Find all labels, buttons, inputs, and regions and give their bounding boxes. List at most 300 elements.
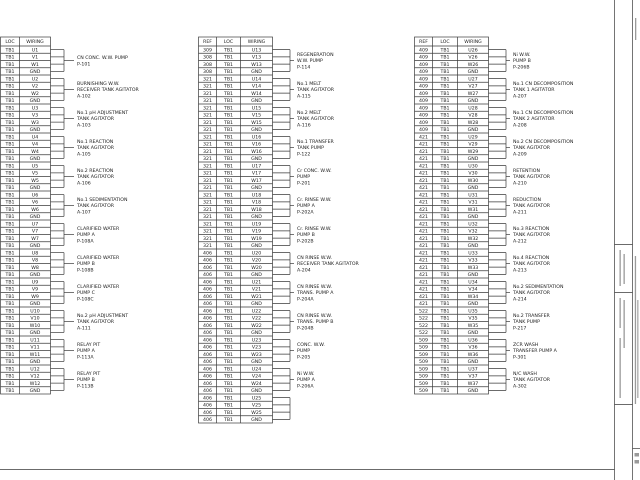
- terminal-cell-ref: 321: [203, 207, 212, 213]
- terminal-cell-wiring: GND: [467, 186, 479, 192]
- terminal-cell-wiring: V20: [251, 258, 262, 264]
- equipment-label-line: No.2 REACTION: [77, 168, 114, 174]
- equipment-label-line: TANK AGITATOR: [297, 88, 335, 94]
- terminal-cell-wiring: GND: [251, 360, 262, 366]
- equipment-label-line: TANK AGITATOR: [513, 233, 551, 239]
- column-header-wiring: WIRING: [26, 40, 44, 46]
- terminal-cell-wiring: V36: [468, 345, 478, 351]
- terminal-cell-ref: 509: [419, 352, 428, 358]
- terminal-cell-wiring: U3: [31, 106, 39, 112]
- terminal-cell-wiring: GND: [467, 244, 479, 250]
- equipment-label-line: PUMP: [297, 349, 311, 355]
- terminal-cell-wiring: GND: [251, 302, 262, 308]
- terminal-cell-wiring: W6: [31, 207, 39, 213]
- terminal-cell-ref: 421: [419, 287, 428, 293]
- terminal-cell-ref: 321: [203, 215, 212, 221]
- terminal-cell-loc: TB1: [5, 62, 15, 68]
- terminal-cell-ref: 409: [419, 62, 428, 68]
- terminal-cell-wiring: U1: [31, 48, 39, 54]
- terminal-cell-wiring: GND: [251, 99, 262, 105]
- terminal-cell-ref: 321: [203, 149, 212, 155]
- terminal-cell-loc: TB1: [223, 193, 234, 199]
- terminal-cell-ref: 409: [419, 106, 428, 112]
- terminal-cell-loc: TB1: [440, 157, 450, 163]
- equipment-group: [415, 75, 574, 104]
- terminal-cell-wiring: V18: [251, 200, 262, 206]
- terminal-cell-wiring: GND: [29, 70, 41, 76]
- terminal-cell-wiring: V21: [251, 287, 262, 293]
- equipment-label-line: A-111: [77, 326, 91, 332]
- terminal-cell-ref: 321: [203, 222, 212, 228]
- equipment-label-line: A-214: [513, 297, 527, 303]
- terminal-cell-wiring: GND: [251, 331, 262, 337]
- terminal-cell-loc: TB1: [5, 149, 15, 155]
- equipment-label-line: REDUCTION: [513, 197, 541, 203]
- equipment-label-line: No.1 CN DECOMPOSITION: [513, 110, 574, 116]
- terminal-cell-wiring: GND: [251, 157, 262, 163]
- equipment-label-line: A-212: [513, 239, 527, 245]
- terminal-cell-wiring: V6: [31, 200, 39, 206]
- terminal-cell-wiring: GND: [251, 128, 262, 134]
- equipment-label-line: CN RINSE W.W.: [297, 313, 333, 319]
- equipment-label-line: A-208: [513, 123, 527, 129]
- equipment-label-line: TANK AGITATOR: [513, 378, 551, 384]
- terminal-cell-wiring: U34: [468, 280, 478, 286]
- terminal-cell-loc: TB1: [223, 200, 234, 206]
- terminal-cell-ref: 321: [203, 178, 212, 184]
- terminal-cell-loc: TB1: [223, 251, 234, 257]
- equipment-group: [199, 47, 335, 75]
- terminal-cell-loc: TB1: [5, 287, 15, 293]
- terminal-cell-wiring: W16: [251, 149, 262, 155]
- terminal-cell-loc: TB1: [223, 323, 234, 329]
- terminal-cell-wiring: V30: [468, 171, 478, 177]
- terminal-cell-ref: 406: [203, 381, 212, 387]
- terminal-cell-loc: TB1: [5, 142, 15, 148]
- terminal-cell-ref: 421: [419, 142, 428, 148]
- terminal-cell-loc: TB1: [440, 149, 450, 155]
- terminal-cell-loc: TB1: [5, 164, 15, 170]
- terminal-cell-wiring: V37: [468, 374, 478, 380]
- terminal-cell-ref: 509: [419, 360, 428, 366]
- terminal-cell-loc: TB1: [223, 128, 234, 134]
- terminal-cell-wiring: GND: [251, 418, 262, 424]
- terminal-cell-wiring: V26: [468, 55, 478, 61]
- terminal-cell-loc: TB1: [223, 331, 234, 337]
- terminal-cell-wiring: U9: [31, 280, 39, 286]
- terminal-cell-ref: 409: [419, 84, 428, 90]
- equipment-label-line: No.2 SEDIMENTATION: [513, 284, 564, 290]
- equipment-label-line: P-122: [297, 152, 311, 158]
- terminal-cell-ref: 406: [203, 316, 212, 322]
- terminal-cell-wiring: W12: [29, 381, 41, 387]
- equipment-label-line: TRANS. PUMP B: [297, 320, 334, 326]
- terminal-cell-ref: 421: [419, 258, 428, 264]
- terminal-cell-ref: 321: [203, 77, 212, 83]
- terminal-cell-ref: 509: [419, 345, 428, 351]
- terminal-cell-wiring: W9: [31, 294, 39, 300]
- equipment-label-line: P-108C: [77, 297, 94, 303]
- terminal-cell-ref: 421: [419, 265, 428, 271]
- equipment-group: [415, 278, 564, 307]
- terminal-cell-ref: 406: [203, 287, 212, 293]
- terminal-cell-wiring: W13: [251, 62, 262, 68]
- equipment-label-line: TANK AGITATOR: [513, 262, 551, 268]
- terminal-cell-ref: 522: [419, 316, 428, 322]
- equipment-label-line: RELAY PIT: [77, 371, 101, 377]
- equipment-label-line: CN CONC. W.W. PUMP: [77, 56, 128, 62]
- terminal-cell-ref: 309: [203, 48, 212, 54]
- equipment-label-line: W.W. PUMP: [297, 59, 323, 65]
- terminal-cell-wiring: GND: [29, 244, 41, 250]
- terminal-cell-wiring: V22: [251, 316, 262, 322]
- terminal-cell-wiring: V31: [468, 200, 478, 206]
- terminal-cell-loc: TB1: [223, 70, 234, 76]
- terminal-cell-loc: TB1: [223, 157, 234, 163]
- terminal-cell-loc: TB1: [440, 62, 450, 68]
- equipment-label-line: P-201: [297, 181, 311, 187]
- terminal-cell-wiring: V10: [30, 316, 40, 322]
- terminal-cell-wiring: U13: [251, 48, 262, 54]
- terminal-cell-wiring: V28: [468, 113, 478, 119]
- terminal-cell-ref: 406: [203, 345, 212, 351]
- terminal-cell-ref: 421: [419, 186, 428, 192]
- terminal-cell-loc: TB1: [5, 251, 15, 257]
- terminal-cell-wiring: W34: [467, 294, 479, 300]
- terminal-cell-wiring: U37: [468, 367, 478, 373]
- equipment-group: [199, 278, 335, 307]
- terminal-cell-loc: TB1: [440, 389, 450, 395]
- terminal-cell-loc: TB1: [440, 309, 450, 315]
- equipment-label-line: No.3 REACTION: [513, 226, 550, 232]
- equipment-group: [1, 278, 121, 307]
- terminal-cell-loc: TB1: [223, 280, 234, 286]
- title-block-text-mark: [635, 460, 640, 464]
- terminal-cell-wiring: V24: [251, 374, 262, 380]
- terminal-cell-loc: TB1: [223, 309, 234, 315]
- terminal-cell-loc: TB1: [223, 62, 234, 68]
- terminal-cell-loc: TB1: [440, 302, 450, 308]
- terminal-cell-loc: TB1: [223, 316, 234, 322]
- terminal-cell-loc: TB1: [440, 236, 450, 242]
- equipment-group: [199, 75, 335, 104]
- equipment-label-line: No.1 REACTION: [77, 139, 114, 145]
- terminal-cell-ref: 509: [419, 389, 428, 395]
- terminal-cell-wiring: W3: [31, 120, 39, 126]
- equipment-group: [199, 104, 335, 133]
- terminal-cell-wiring: GND: [251, 389, 262, 395]
- terminal-cell-ref: 509: [419, 381, 428, 387]
- terminal-cell-wiring: W27: [467, 91, 479, 97]
- column-header-loc: LOC: [440, 40, 450, 46]
- equipment-label-line: No.1 pH ADJUSTMENT: [77, 110, 129, 116]
- equipment-label-line: CN RINSE W.W.: [297, 284, 333, 290]
- terminal-cell-wiring: W26: [467, 62, 479, 68]
- equipment-label-line: No.1 TRANSFER: [297, 139, 334, 145]
- equipment-group: [415, 47, 531, 75]
- equipment-label-line: Ni W.W.: [297, 371, 315, 377]
- equipment-group: [1, 162, 115, 191]
- equipment-group: [415, 104, 574, 133]
- terminal-cell-wiring: GND: [467, 273, 479, 279]
- equipment-group: [1, 75, 140, 104]
- terminal-cell-wiring: V34: [468, 287, 478, 293]
- terminal-cell-ref: 409: [419, 99, 428, 105]
- terminal-cell-loc: TB1: [440, 77, 450, 83]
- terminal-cell-ref: 522: [419, 331, 428, 337]
- terminal-cell-ref: 409: [419, 70, 428, 76]
- equipment-label-line: No.2 TRANSFER: [513, 313, 550, 319]
- terminal-cell-loc: TB1: [5, 200, 15, 206]
- terminal-cell-loc: TB1: [5, 113, 15, 119]
- equipment-group: [415, 307, 551, 336]
- terminal-cell-loc: TB1: [223, 265, 234, 271]
- equipment-label-line: P-206B: [513, 65, 530, 71]
- terminal-cell-wiring: W32: [467, 236, 479, 242]
- column-header-loc: LOC: [5, 40, 15, 46]
- terminal-cell-ref: 321: [203, 113, 212, 119]
- equipment-group: [1, 220, 121, 249]
- equipment-label-line: P-205: [297, 355, 311, 361]
- terminal-cell-loc: TB1: [223, 171, 234, 177]
- terminal-cell-loc: TB1: [5, 91, 15, 97]
- terminal-cell-loc: TB1: [223, 352, 234, 358]
- terminal-cell-loc: TB1: [5, 48, 15, 54]
- terminal-cell-loc: TB1: [5, 316, 15, 322]
- terminal-cell-loc: TB1: [440, 251, 450, 257]
- terminal-cell-wiring: V13: [251, 55, 262, 61]
- equipment-label-line: P-114: [297, 65, 311, 71]
- terminal-cell-loc: TB1: [5, 280, 15, 286]
- title-block-text-mark: [620, 250, 621, 286]
- terminal-cell-wiring: GND: [467, 128, 479, 134]
- title-block: [615, 0, 640, 480]
- terminal-cell-ref: 321: [203, 193, 212, 199]
- terminal-cell-wiring: GND: [251, 70, 262, 76]
- terminal-cell-ref: 421: [419, 229, 428, 235]
- terminal-cell-loc: TB1: [440, 381, 450, 387]
- terminal-cell-ref: 421: [419, 236, 428, 242]
- equipment-label-line: Cr CONC. W.W.: [297, 168, 332, 174]
- terminal-cell-loc: TB1: [223, 99, 234, 105]
- equipment-group: [199, 162, 332, 191]
- terminal-cell-loc: TB1: [440, 345, 450, 351]
- terminal-cell-wiring: U32: [468, 222, 478, 228]
- terminal-cell-loc: TB1: [5, 338, 15, 344]
- terminal-cell-ref: 421: [419, 200, 428, 206]
- terminal-cell-loc: TB1: [223, 244, 234, 250]
- terminal-cell-wiring: V32: [468, 229, 478, 235]
- equipment-label-line: ZCR WASH: [513, 342, 539, 348]
- terminal-cell-ref: 406: [203, 273, 212, 279]
- terminal-cell-ref: 409: [419, 128, 428, 134]
- terminal-cell-ref: 406: [203, 374, 212, 380]
- terminal-cell-ref: 421: [419, 280, 428, 286]
- terminal-cell-loc: TB1: [5, 381, 15, 387]
- equipment-label-line: A-213: [513, 268, 527, 274]
- terminal-cell-wiring: V12: [30, 374, 40, 380]
- terminal-cell-wiring: GND: [467, 99, 479, 105]
- terminal-cell-loc: TB1: [440, 200, 450, 206]
- terminal-cell-wiring: W31: [467, 207, 479, 213]
- terminal-cell-loc: TB1: [223, 345, 234, 351]
- terminal-cell-ref: 321: [203, 200, 212, 206]
- terminal-cell-ref: 509: [419, 374, 428, 380]
- terminal-cell-loc: TB1: [5, 70, 15, 76]
- terminal-cell-loc: TB1: [440, 128, 450, 134]
- terminal-cell-loc: TB1: [223, 91, 234, 97]
- equipment-label-line: P-204B: [297, 326, 314, 332]
- terminal-cell-wiring: W21: [251, 294, 262, 300]
- terminal-cell-loc: TB1: [5, 265, 15, 271]
- equipment-label-line: PUMP A: [297, 204, 315, 210]
- terminal-cell-wiring: U14: [251, 77, 262, 83]
- terminal-cell-ref: 308: [203, 62, 212, 68]
- column-header-wiring: WIRING: [247, 40, 266, 46]
- terminal-cell-ref: 406: [203, 294, 212, 300]
- terminal-cell-wiring: W25: [251, 410, 262, 416]
- terminal-cell-loc: TB1: [440, 338, 450, 344]
- terminal-cell-loc: TB1: [440, 120, 450, 126]
- terminal-cell-loc: TB1: [440, 367, 450, 373]
- equipment-label-line: P-113A: [77, 355, 94, 361]
- terminal-cell-loc: TB1: [5, 374, 15, 380]
- terminal-cell-wiring: GND: [29, 360, 41, 366]
- terminal-cell-wiring: V35: [468, 316, 478, 322]
- terminal-cell-ref: 421: [419, 193, 428, 199]
- terminal-cell-wiring: W36: [467, 352, 479, 358]
- terminal-cell-loc: TB1: [5, 186, 15, 192]
- terminal-cell-ref: 406: [203, 302, 212, 308]
- terminal-cell-wiring: GND: [29, 331, 41, 337]
- terminal-cell-loc: TB1: [440, 178, 450, 184]
- terminal-cell-wiring: V3: [31, 113, 39, 119]
- terminal-cell-loc: TB1: [223, 236, 234, 242]
- equipment-label-line: Cr. RINSE W.W.: [297, 226, 332, 232]
- equipment-label-line: A-102: [77, 94, 91, 100]
- terminal-cell-loc: TB1: [5, 207, 15, 213]
- terminal-cell-ref: 421: [419, 135, 428, 141]
- terminal-cell-loc: TB1: [5, 84, 15, 90]
- terminal-cell-wiring: GND: [467, 389, 479, 395]
- column-header-ref: REF: [419, 40, 428, 46]
- terminal-cell-loc: TB1: [440, 193, 450, 199]
- terminal-cell-loc: TB1: [5, 77, 15, 83]
- terminal-cell-loc: TB1: [5, 157, 15, 163]
- terminal-cell-wiring: U4: [31, 135, 39, 141]
- terminal-cell-ref: 522: [419, 309, 428, 315]
- terminal-cell-wiring: U21: [251, 280, 262, 286]
- terminal-cell-ref: 406: [203, 389, 212, 395]
- terminal-cell-wiring: V17: [251, 171, 262, 177]
- terminal-cell-loc: TB1: [223, 374, 234, 380]
- terminal-cell-loc: TB1: [223, 302, 234, 308]
- equipment-label-line: No.1 CN DECOMPOSITION: [513, 81, 574, 87]
- terminal-cell-ref: 321: [203, 106, 212, 112]
- equipment-label-line: TANK 1 AGITATOR: [513, 88, 555, 94]
- terminal-cell-wiring: U18: [251, 193, 262, 199]
- equipment-label-line: A-116: [297, 123, 311, 129]
- terminal-cell-ref: 409: [419, 55, 428, 61]
- terminal-cell-wiring: U23: [251, 338, 262, 344]
- terminal-cell-wiring: W15: [251, 120, 262, 126]
- terminal-cell-wiring: U20: [251, 251, 262, 257]
- title-block-text-mark: [624, 254, 625, 284]
- terminal-cell-loc: TB1: [223, 287, 234, 293]
- equipment-label-line: PUMP B: [513, 59, 531, 65]
- terminal-cell-wiring: W24: [251, 381, 262, 387]
- equipment-label-line: A-204: [297, 268, 311, 274]
- terminal-cell-wiring: W30: [467, 178, 479, 184]
- terminal-cell-loc: TB1: [440, 55, 450, 61]
- terminal-cell-wiring: U26: [468, 48, 478, 54]
- terminal-cell-ref: 406: [203, 367, 212, 373]
- equipment-group: [1, 133, 115, 162]
- terminal-cell-loc: TB1: [5, 55, 15, 61]
- terminal-cell-wiring: W11: [29, 352, 41, 358]
- terminal-cell-ref: 509: [419, 338, 428, 344]
- equipment-label-line: CONC. W.W.: [297, 342, 325, 348]
- equipment-label-line: RECEIVER TANK AGITATOR: [77, 88, 139, 94]
- equipment-group: [199, 220, 332, 249]
- terminal-cell-wiring: V7: [31, 229, 39, 235]
- terminal-cell-wiring: V15: [251, 113, 262, 119]
- equipment-label-line: CN RINSE W.W.: [297, 255, 333, 261]
- terminal-cell-ref: 406: [203, 309, 212, 315]
- terminal-cell-loc: TB1: [5, 323, 15, 329]
- terminal-cell-loc: TB1: [223, 77, 234, 83]
- terminal-cell-loc: TB1: [5, 171, 15, 177]
- terminal-cell-wiring: U22: [251, 309, 262, 315]
- equipment-label-line: TANK AGITATOR: [77, 146, 115, 152]
- terminal-cell-ref: 321: [203, 135, 212, 141]
- terminal-cell-ref: 421: [419, 149, 428, 155]
- terminal-cell-loc: TB1: [440, 352, 450, 358]
- terminal-cell-wiring: U24: [251, 367, 262, 373]
- terminal-cell-loc: TB1: [223, 389, 234, 395]
- terminal-cell-loc: TB1: [5, 345, 15, 351]
- equipment-label-line: TANK 2 AGITATOR: [513, 117, 555, 123]
- equipment-label-line: TANK AGITATOR: [513, 146, 551, 152]
- terminal-cell-wiring: GND: [29, 389, 41, 395]
- terminal-cell-wiring: GND: [29, 157, 41, 163]
- terminal-cell-loc: TB1: [440, 258, 450, 264]
- terminal-cell-ref: 406: [203, 258, 212, 264]
- terminal-cell-ref: 406: [203, 360, 212, 366]
- equipment-label-line: RETENTION: [513, 168, 540, 174]
- terminal-cell-loc: TB1: [223, 120, 234, 126]
- terminal-cell-loc: TB1: [223, 410, 234, 416]
- terminal-cell-ref: 421: [419, 215, 428, 221]
- terminal-cell-ref: 406: [203, 418, 212, 424]
- terminal-cell-loc: TB1: [440, 215, 450, 221]
- equipment-label-line: TANK AGITATOR: [77, 175, 115, 181]
- terminal-cell-loc: TB1: [5, 135, 15, 141]
- equipment-label-line: RELAY PIT: [77, 342, 101, 348]
- terminal-cell-wiring: V27: [468, 84, 478, 90]
- equipment-label-line: PUMP A: [297, 378, 315, 384]
- terminal-cell-ref: 321: [203, 99, 212, 105]
- terminal-cell-loc: TB1: [5, 236, 15, 242]
- terminal-cell-wiring: W22: [251, 323, 262, 329]
- terminal-cell-loc: TB1: [440, 135, 450, 141]
- terminal-cell-loc: TB1: [223, 396, 234, 402]
- equipment-label-line: P-202B: [297, 239, 314, 245]
- terminal-cell-wiring: U31: [468, 193, 478, 199]
- terminal-cell-ref: 406: [203, 338, 212, 344]
- terminal-cell-wiring: U5: [31, 164, 39, 170]
- terminal-cell-ref: 321: [203, 91, 212, 97]
